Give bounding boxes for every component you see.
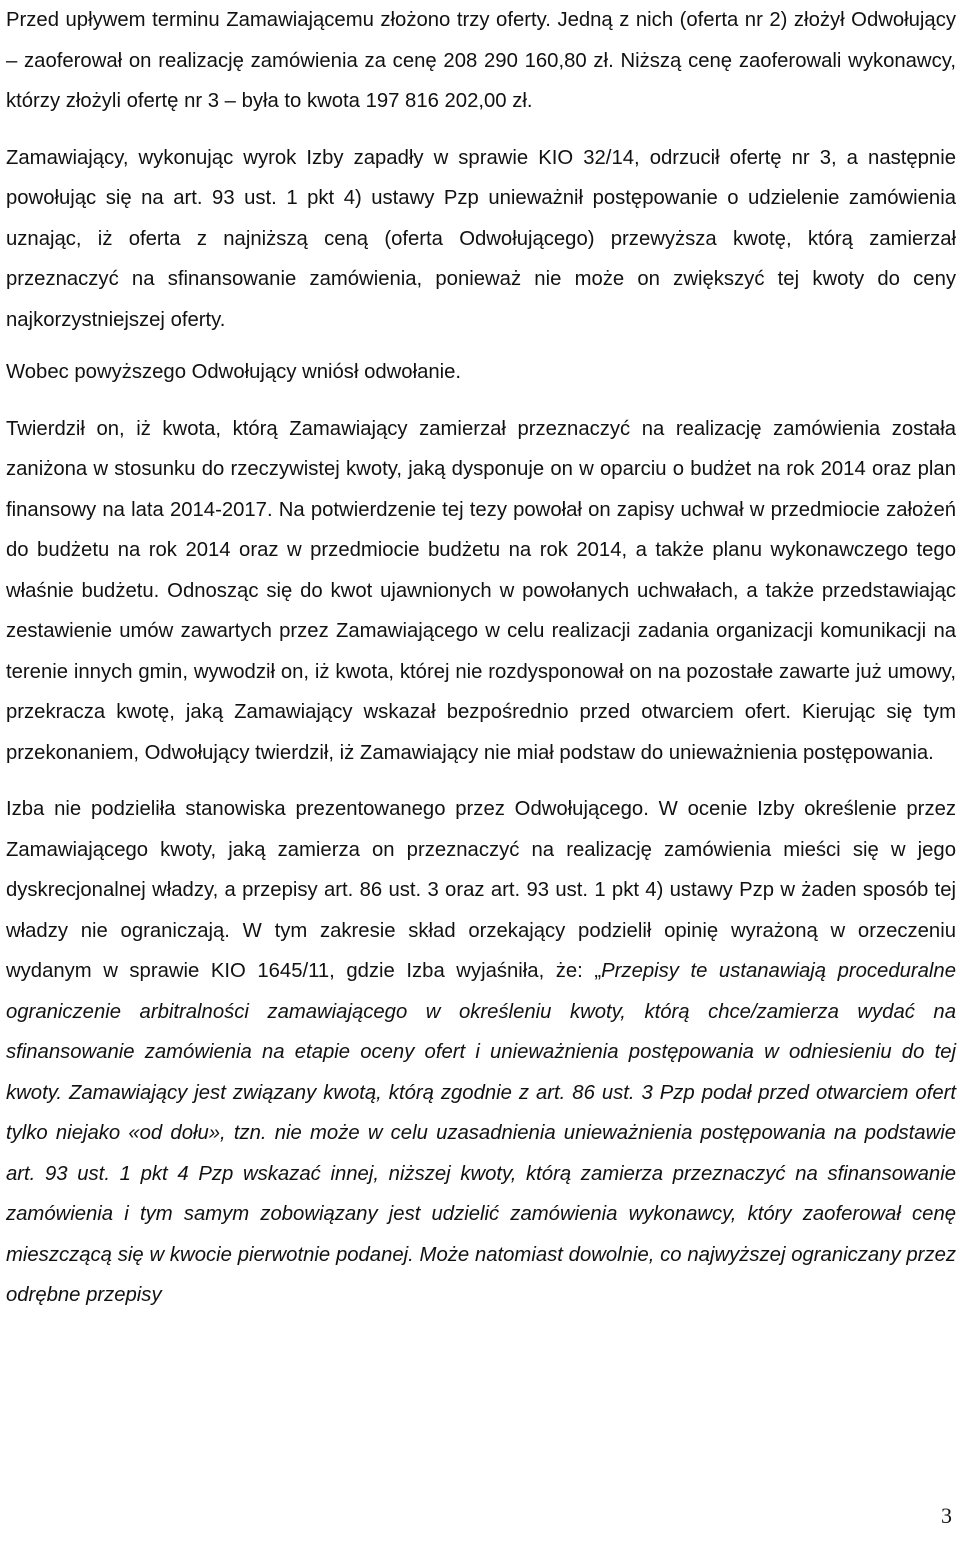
paragraph-offers: Przed upływem terminu Zamawiającemu złożono trzy oferty. Jedną z nich (oferta nr 2) złożył Odwołujący – zaoferował on realizację zamówienia za cenę 208 290 160,80 zł. Niższą cenę zaoferowali wykonawcy, którzy złożyli ofertę nr 3 – była to kwota 197 816 202,00 zł. — [6, 9, 956, 112]
document-page — [6, 0, 956, 1316]
chamber-assessment-text: Izba nie podzieliła stanowiska prezentowanego przez Odwołującego. W ocenie Izby określenie przez Zamawiającego kwoty, jaką zamierza on przeznaczyć na realizację zamówienia mieści się w jego dyskrecjonalnej władzy, a przepisy art. 86 ust. 3 oraz art. 93 ust. 1 pkt 4) ustawy Pzp w żaden sposób tej władzy nie ograniczają. W tym zakresie skład orzekający podzielił opinię wyrażoną w orzeczeniu wydanym w sprawie KIO 1645/11, gdzie Izba wyjaśniła, że: „ — [6, 798, 956, 982]
paragraph-cancellation: Zamawiający, wykonując wyrok Izby zapadły w sprawie KIO 32/14, odrzucił ofertę nr 3, a następnie powołując się na art. 93 ust. 1 pkt 4) ustawy Pzp unieważnił postępowanie o udzielenie zamówienia uznając, iż oferta z najniższą ceną (oferta Odwołującego) przewyższa kwotę, którą zamierzał przeznaczyć na sfinansowanie zamówienia, ponieważ nie może on zwiększyć tej kwoty do ceny najkorzystniejszej oferty. — [6, 146, 956, 331]
paragraph-chamber-assessment — [6, 789, 956, 1316]
quoted-ruling: Przepisy te ustanawiają proceduralne ograniczenie arbitralności zamawiającego w określeniu kwoty, którą chce/zamierza wydać na sfinansowanie zamówienia na etapie oceny ofert i unieważnienia postępowania w odniesieniu do tej kwoty. Zamawiający jest związany kwotą, którą zgodnie z art. 86 ust. 3 Pzp podał przed otwarciem ofert tylko niejako «od dołu», tzn. nie może w celu uzasadnienia unieważnienia postępowania na podstawie art. 93 ust. 1 pkt 4 Pzp wskazać innej, niższej kwoty, którą zamierza przeznaczyć na sfinansowanie zamówienia i tym samym zobowiązany jest udzielić zamówienia wykonawcy, który zaoferował cenę mieszczącą się w kwocie pierwotnie podanej. Może natomiast dowolnie, co najwyższej ograniczany przez odrębne przepisy — [6, 960, 956, 1306]
paragraph-appeal: Wobec powyższego Odwołujący wniósł odwołanie. — [6, 361, 462, 383]
paragraph-appellant-argument: Twierdził on, iż kwota, którą Zamawiający zamierzał przeznaczyć na realizację zamówienia została zaniżona w stosunku do rzeczywistej kwoty, jaką dysponuje on w oparciu o budżet na rok 2014 oraz plan finansowy na lata 2014-2017. Na potwierdzenie tej tezy powołał on zapisy uchwał w przedmiocie założeń do budżetu na rok 2014 oraz w przedmiocie budżetu na rok 2014, a także planu wykonawczego tego właśnie budżetu. Odnosząc się do kwot ujawnionych w powołanych uchwałach, a także przedstawiając zestawienie umów zawartych przez Zamawiającego w celu realizacji zadania organizacji komunikacji na terenie innych gmin, wywodził on, iż kwota, której nie rozdysponował on na pozostałe zawarte już umowy, przekracza kwotę, jaką Zamawiający wskazał bezpośrednio przed otwarciem ofert. Kierując się tym przekonaniem, Odwołujący twierdził, iż Zamawiający nie miał podstaw do unieważnienia postępowania. — [6, 417, 956, 764]
page-number: 3 — [941, 1503, 952, 1528]
